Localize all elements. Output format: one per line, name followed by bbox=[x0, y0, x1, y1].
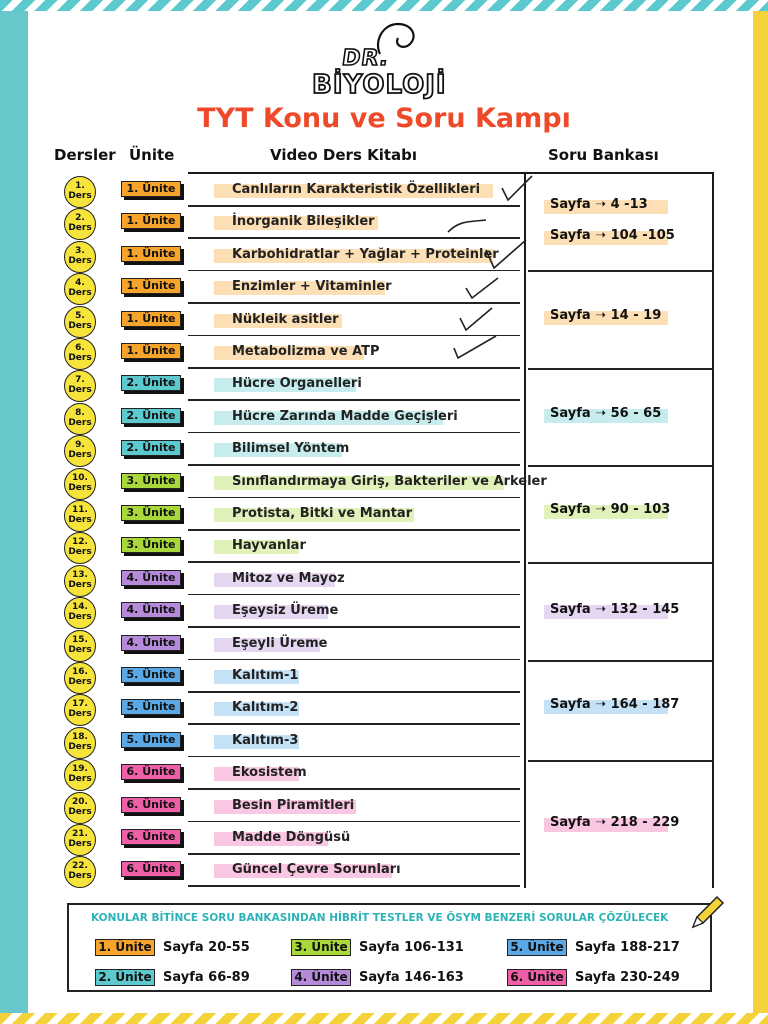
lesson-number-badge bbox=[64, 662, 96, 694]
lesson-number-badge bbox=[64, 694, 96, 726]
lesson-number: 7. bbox=[75, 375, 85, 386]
footer-box bbox=[67, 903, 712, 992]
lesson-ders-label: Ders bbox=[68, 515, 92, 525]
topic-label: Hayvanlar bbox=[232, 538, 306, 554]
header-video: Video Ders Kitabı bbox=[270, 146, 418, 164]
footer-pages: Sayfa 146-163 bbox=[359, 970, 464, 985]
lesson-ders-label: Ders bbox=[68, 547, 92, 558]
unite-tag: 3. Ünite bbox=[121, 537, 181, 553]
soru-divider bbox=[528, 270, 714, 272]
lesson-number: 13. bbox=[72, 569, 88, 580]
lesson-number-badge bbox=[64, 565, 96, 597]
unite-tag: 6. Ünite bbox=[121, 861, 181, 877]
soru-label: Sayfa bbox=[550, 815, 591, 830]
unite-tag: 4. Ünite bbox=[121, 570, 181, 586]
lesson-number: 15. bbox=[72, 634, 88, 645]
lesson-number-badge bbox=[64, 856, 96, 888]
header-soru: Soru Bankası bbox=[548, 146, 659, 164]
header-dersler: Dersler bbox=[54, 146, 116, 164]
topic-label: Hücre Organelleri bbox=[232, 376, 362, 392]
soru-range: 104 -105 bbox=[610, 228, 675, 243]
row-divider bbox=[188, 367, 520, 369]
soru-range: 218 - 229 bbox=[610, 815, 680, 830]
unite-tag: 6. Ünite bbox=[121, 764, 181, 780]
footer-pages: Sayfa 20-55 bbox=[163, 940, 250, 955]
lesson-number: 16. bbox=[72, 667, 88, 677]
arrow-icon: ➝ bbox=[595, 197, 607, 212]
topic-label: Hücre Zarında Madde Geçişleri bbox=[232, 408, 458, 424]
footer-unite-tag: 4. Ünite bbox=[291, 969, 351, 986]
lesson-ders-label: Ders bbox=[68, 709, 92, 720]
lesson-number: 5. bbox=[75, 310, 85, 321]
footer-unite-tag: 3. Ünite bbox=[291, 939, 351, 956]
lesson-number-badge bbox=[64, 727, 96, 759]
footer-pages: Sayfa 188-217 bbox=[575, 940, 680, 955]
logo bbox=[300, 18, 480, 104]
lesson-number: 4. bbox=[75, 278, 85, 289]
soru-range: 4 -13 bbox=[610, 197, 648, 212]
row-divider bbox=[188, 885, 520, 887]
lesson-number-badge bbox=[64, 306, 96, 338]
lesson-number-badge bbox=[64, 468, 96, 500]
lesson-number-badge bbox=[64, 241, 96, 273]
lesson-number-badge bbox=[64, 824, 96, 856]
topic-label: Besin Piramitleri bbox=[232, 797, 355, 813]
lesson-ders-label: Ders bbox=[68, 450, 92, 461]
arrow-icon: ➝ bbox=[595, 406, 607, 421]
unite-tag: 3. Ünite bbox=[121, 473, 181, 489]
soru-entry bbox=[550, 197, 648, 212]
topic-label: Kalıtım-3 bbox=[232, 732, 299, 748]
lesson-number: 2. bbox=[75, 213, 85, 224]
soru-range: 56 - 65 bbox=[610, 406, 662, 421]
soru-divider bbox=[528, 562, 714, 564]
soru-divider bbox=[528, 660, 714, 662]
lesson-ders-label: Ders bbox=[68, 320, 92, 331]
topic-label: Eşeyli Üreme bbox=[232, 635, 328, 651]
unite-tag: 4. Ünite bbox=[121, 602, 181, 618]
soru-entry bbox=[550, 228, 675, 243]
lesson-ders-label: Ders bbox=[68, 612, 92, 623]
topic-label: Güncel Çevre Sorunları bbox=[232, 862, 401, 878]
soru-entry bbox=[550, 502, 670, 517]
topic-label: Nükleik asitler bbox=[232, 311, 339, 327]
unite-tag: 2. Ünite bbox=[121, 440, 181, 456]
lesson-number: 8. bbox=[75, 407, 85, 418]
row-divider bbox=[188, 594, 520, 596]
lesson-number-badge bbox=[64, 338, 96, 370]
lesson-ders-label: Ders bbox=[68, 677, 92, 687]
topic-label: Ekosistem bbox=[232, 765, 307, 781]
soru-range: 164 - 187 bbox=[610, 697, 680, 712]
unite-tag: 2. Ünite bbox=[121, 408, 181, 424]
topic-label: Kalıtım-1 bbox=[232, 668, 299, 683]
arrow-icon: ➝ bbox=[595, 815, 607, 830]
lesson-ders-label: Ders bbox=[68, 871, 92, 882]
lesson-ders-label: Ders bbox=[68, 417, 92, 428]
logo-name: BİYOLOJİ bbox=[312, 70, 447, 100]
soru-divider bbox=[528, 368, 714, 370]
row-divider bbox=[188, 788, 520, 790]
lesson-number-badge bbox=[64, 273, 96, 305]
unite-tag: 5. Ünite bbox=[121, 699, 181, 715]
soru-divider bbox=[528, 465, 714, 467]
soru-label: Sayfa bbox=[550, 406, 591, 421]
arrow-icon: ➝ bbox=[595, 228, 607, 243]
unite-tag: 4. Ünite bbox=[121, 635, 181, 651]
unite-tag: 1. Ünite bbox=[121, 213, 181, 229]
unite-tag: 6. Ünite bbox=[121, 797, 181, 813]
soru-entry bbox=[550, 406, 661, 421]
unite-tag: 5. Ünite bbox=[121, 732, 181, 748]
lesson-number-badge bbox=[64, 759, 96, 791]
row-divider bbox=[188, 626, 520, 628]
lesson-number-badge bbox=[64, 500, 96, 532]
row-divider bbox=[188, 464, 520, 466]
lesson-number: 11. bbox=[72, 505, 88, 515]
soru-label: Sayfa bbox=[550, 502, 591, 517]
unite-tag: 1. Ünite bbox=[121, 181, 181, 197]
lesson-ders-label: Ders bbox=[68, 806, 92, 817]
row-divider bbox=[188, 399, 520, 401]
lesson-ders-label: Ders bbox=[68, 741, 92, 752]
topic-label: Karbohidratlar + Yağlar + Proteinler bbox=[232, 246, 499, 262]
lesson-number: 17. bbox=[72, 699, 88, 710]
row-divider bbox=[188, 691, 520, 693]
lesson-row bbox=[0, 567, 768, 599]
soru-range: 90 - 103 bbox=[610, 502, 671, 517]
soru-range: 14 - 19 bbox=[610, 308, 662, 323]
lesson-number: 12. bbox=[72, 537, 88, 548]
lesson-row bbox=[0, 858, 768, 890]
lesson-row bbox=[0, 761, 768, 793]
row-divider bbox=[188, 756, 520, 758]
lesson-number-badge bbox=[64, 370, 96, 402]
unite-tag: 1. Ünite bbox=[121, 311, 181, 327]
lesson-ders-label: Ders bbox=[68, 482, 92, 493]
lesson-number-badge bbox=[64, 792, 96, 824]
unite-tag: 1. Ünite bbox=[121, 246, 181, 262]
row-divider bbox=[188, 432, 520, 434]
lesson-number-badge bbox=[64, 435, 96, 467]
topic-label: Canlıların Karakteristik Özellikleri bbox=[232, 182, 481, 197]
lesson-number-badge bbox=[64, 532, 96, 564]
unite-tag: 5. Ünite bbox=[121, 667, 181, 683]
lesson-row bbox=[0, 664, 768, 696]
lesson-ders-label: Ders bbox=[68, 223, 92, 234]
lesson-number: 22. bbox=[72, 861, 88, 872]
top-stripe bbox=[0, 0, 768, 11]
row-divider bbox=[188, 497, 520, 499]
footer-unite-tag: 6. Ünite bbox=[507, 969, 567, 986]
soru-range: 132 - 145 bbox=[610, 602, 680, 617]
unite-tag: 1. Ünite bbox=[121, 343, 181, 359]
footer-pages: Sayfa 106-131 bbox=[359, 940, 464, 955]
unite-tag: 6. Ünite bbox=[121, 829, 181, 845]
soru-entry bbox=[550, 697, 679, 712]
lesson-ders-label: Ders bbox=[68, 353, 92, 363]
topic-label: Kalıtım-2 bbox=[232, 700, 299, 716]
arrow-icon: ➝ bbox=[595, 697, 607, 712]
lesson-ders-label: Ders bbox=[68, 255, 92, 266]
topic-label: Metabolizma ve ATP bbox=[232, 344, 380, 359]
lesson-ders-label: Ders bbox=[68, 839, 92, 849]
lesson-row bbox=[0, 275, 768, 307]
lesson-number: 6. bbox=[75, 343, 85, 353]
lesson-number-badge bbox=[64, 403, 96, 435]
row-divider bbox=[188, 723, 520, 725]
lesson-ders-label: Ders bbox=[68, 644, 92, 655]
lesson-ders-label: Ders bbox=[68, 288, 92, 299]
lesson-row bbox=[0, 729, 768, 761]
soru-label: Sayfa bbox=[550, 308, 591, 323]
unite-tag: 3. Ünite bbox=[121, 505, 181, 521]
lesson-number-badge bbox=[64, 630, 96, 662]
topic-label: İnorganik Bileşikler bbox=[232, 214, 375, 230]
row-divider bbox=[188, 561, 520, 563]
lesson-number: 3. bbox=[75, 245, 85, 256]
lesson-ders-label: Ders bbox=[68, 774, 92, 785]
soru-entry bbox=[550, 602, 679, 617]
topic-label: Eşeysiz Üreme bbox=[232, 603, 339, 619]
arrow-icon: ➝ bbox=[595, 502, 607, 517]
check-marks-icon bbox=[440, 170, 540, 360]
arrow-icon: ➝ bbox=[595, 602, 607, 617]
soru-label: Sayfa bbox=[550, 228, 591, 243]
soru-entry bbox=[550, 815, 679, 830]
lesson-row bbox=[0, 372, 768, 404]
lesson-number: 10. bbox=[72, 472, 88, 483]
unite-tag: 2. Ünite bbox=[121, 375, 181, 391]
topic-label: Enzimler + Vitaminler bbox=[232, 279, 392, 295]
topic-label: Protista, Bitki ve Mantar bbox=[232, 506, 413, 521]
lesson-row bbox=[0, 632, 768, 664]
soru-entry bbox=[550, 308, 661, 323]
arrow-icon: ➝ bbox=[595, 308, 607, 323]
lesson-ders-label: Ders bbox=[68, 385, 92, 396]
soru-label: Sayfa bbox=[550, 697, 591, 712]
row-divider bbox=[188, 659, 520, 661]
lesson-number-badge bbox=[64, 208, 96, 240]
logo-dr: DR. bbox=[340, 46, 391, 71]
lesson-number: 9. bbox=[75, 440, 85, 451]
lesson-number: 19. bbox=[72, 764, 88, 775]
lesson-number-badge bbox=[64, 176, 96, 208]
footer-unite-tag: 2. Ünite bbox=[95, 969, 155, 986]
row-divider bbox=[188, 853, 520, 855]
soru-divider bbox=[528, 760, 714, 762]
footer-pages: Sayfa 66-89 bbox=[163, 970, 250, 985]
lesson-number: 20. bbox=[72, 796, 88, 807]
pencil-icon bbox=[687, 893, 727, 933]
footer-pages: Sayfa 230-249 bbox=[575, 970, 680, 985]
topic-label: Madde Döngüsü bbox=[232, 830, 351, 845]
footer-unite-tag: 5. Ünite bbox=[507, 939, 567, 956]
lesson-number-badge bbox=[64, 597, 96, 629]
lesson-row bbox=[0, 470, 768, 502]
lesson-number: 21. bbox=[72, 829, 88, 839]
lesson-number: 14. bbox=[72, 602, 88, 613]
footer-note: KONULAR BİTİNCE SORU BANKASINDAN HİBRİT TESTLER VE ÖSYM BENZERİ SORULAR ÇÖZÜLECEK bbox=[91, 912, 669, 924]
lesson-number: 18. bbox=[72, 731, 88, 742]
row-divider bbox=[188, 529, 520, 531]
unite-tag: 1. Ünite bbox=[121, 278, 181, 294]
soru-label: Sayfa bbox=[550, 197, 591, 212]
page-title: TYT Konu ve Soru Kampı bbox=[197, 103, 571, 134]
soru-label: Sayfa bbox=[550, 602, 591, 617]
topic-label: Bilimsel Yöntem bbox=[232, 441, 350, 457]
footer-unite-tag: 1. Ünite bbox=[95, 939, 155, 956]
lesson-ders-label: Ders bbox=[68, 579, 92, 590]
row-divider bbox=[188, 821, 520, 823]
lesson-ders-label: Ders bbox=[68, 191, 92, 201]
topic-label: Sınıflandırmaya Giriş, Bakteriler ve Arkeler bbox=[232, 473, 547, 489]
topic-label: Mitoz ve Mayoz bbox=[232, 570, 345, 586]
lesson-number: 1. bbox=[75, 181, 85, 191]
header-unite: Ünite bbox=[129, 146, 175, 164]
bottom-stripe bbox=[0, 1013, 768, 1024]
